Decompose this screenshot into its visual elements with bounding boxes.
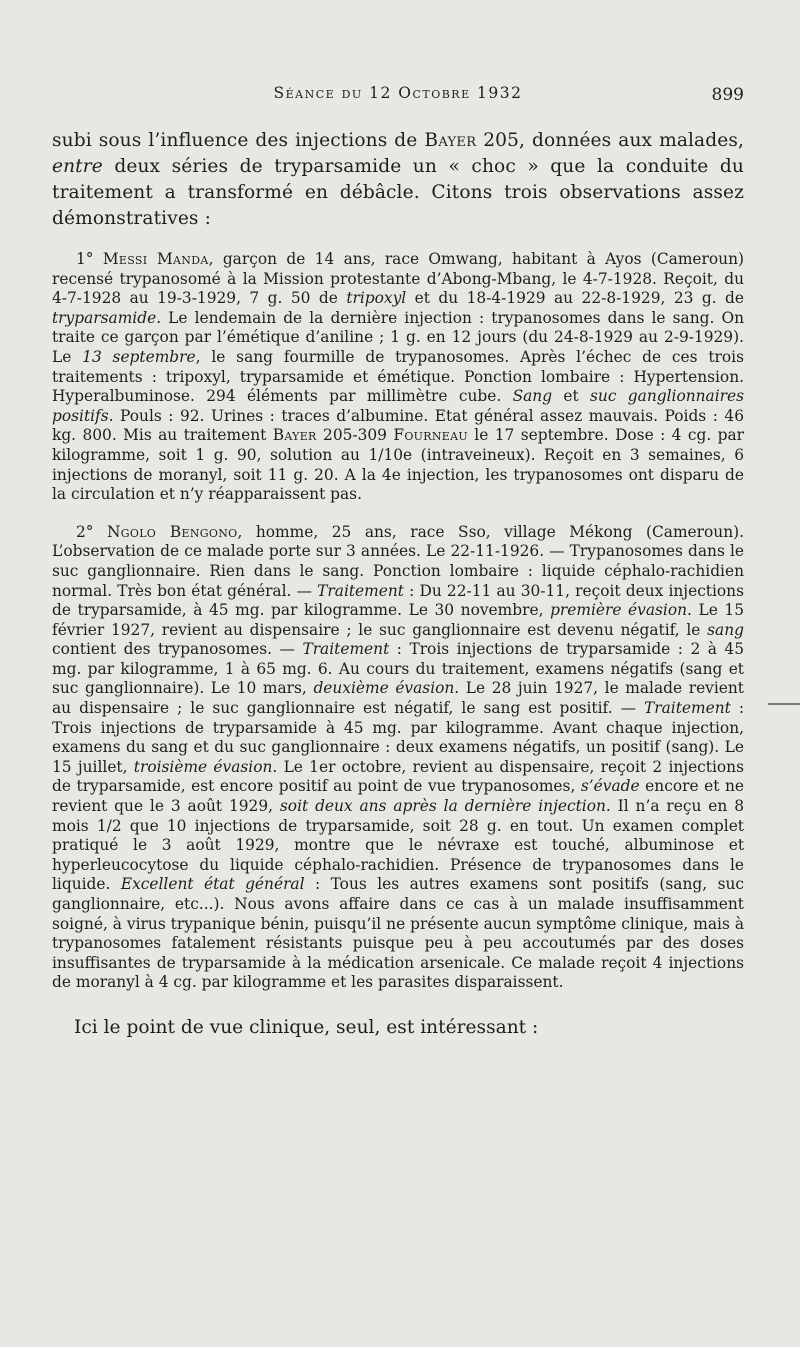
- observation-text: . Il n’a reçu en 8 mois 1/2 que 10 injections de tryparsamide, soit 28 g. en tout. Un examen complet pratiqué le 3 août 1929, montre que le névraxe est touché, albuminose et hyperleucocytose du liquide céphalo-rachidien. Présence de trypanosomes dans le liquide.: [52, 797, 744, 894]
- observation-text: et du 18-4-1929 au 22-8-1929, 23 g. de: [406, 289, 745, 308]
- intro-text: deux séries de tryparsamide un « choc » que la conduite du traitement a transformé en débâcle. Citons trois observations assez démonstratives :: [52, 156, 744, 229]
- observation-text: , garçon de 14 ans, race Omwang, habitant à Ayos (Cameroun) recensé trypanosomé à la Mission protestante d’Abong-Mbang, le 4-7-1928. Reçoit, du 4-7-1928 au 19-3-1929, 7 g. 50 de: [52, 250, 744, 308]
- italic-term: tryparsamide: [52, 308, 157, 327]
- italic-term: s’évade: [580, 777, 640, 796]
- observation-text: contient des trypanosomes. —: [52, 640, 303, 659]
- drug-name-bayer: Bayer: [272, 426, 317, 445]
- patient-name: Messi Manda: [102, 250, 209, 268]
- observation-text: . Le 15 février 1927, revient au dispensaire ; le suc ganglionnaire est devenu négatif, le: [52, 601, 745, 639]
- italic-term: Sang: [512, 387, 553, 406]
- observation-text: : Tous les autres examens sont positifs (sang, suc ganglionnaire, etc...). Nous avons affaire dans ce cas à un malade insuffisamment soigné, à virus trypanique bénin, puisqu’il ne présente aucun symptôme clinique, mais à trypanosomes fatalement résistants puisque peu à peu accoutumés par des doses insuffisantes de tryparsamide à la médication arsenicale. Ce malade reçoit 4 injections de moranyl à 4 cg. par kilogramme et les parasites disparaissent.: [52, 875, 744, 992]
- drug-name-bayer: Bayer: [424, 130, 477, 151]
- observation-text: le 17 septembre. Dose : 4 cg. par kilogramme, soit 1 g. 90, solution au 1/10e (intraveineux). Reçoit en 3 semaines, 6 injections de moranyl, soit 11 g. 20. A la 4e injection, les trypanosomes ont disparu de la circulation et n’y réapparaissent pas.: [52, 426, 744, 504]
- observation-1: [52, 250, 744, 505]
- observation-text: , homme, 25 ans, race Sso, village Mékong (Cameroun). L’observation de ce malade porte sur 3 années. Le 22-11-1926. — Trypanosomes dans le suc ganglionnaire. Rien dans le sang. Ponction lombaire : liquide céphalo-rachidien normal. Très bon état général. —: [52, 522, 744, 600]
- observation-text: . Le 1er octobre, revient au dispensaire, reçoit 2 injections de tryparsamide, est encore positif au point de vue trypanosomes,: [52, 757, 744, 796]
- italic-term: première évasion: [550, 601, 688, 620]
- observation-2: [52, 523, 744, 993]
- drug-name-fourneau: Fourneau: [393, 426, 468, 445]
- italic-term: 13 septembre: [82, 347, 196, 366]
- italic-term: sang: [707, 620, 744, 639]
- page-number: 899: [711, 85, 744, 105]
- page-header: [52, 84, 744, 108]
- observation-number: 1°: [76, 250, 103, 268]
- intro-paragraph: [52, 128, 744, 232]
- observation-text: . Le 28 juin 1927, le malade revient au dispensaire ; le suc ganglionnaire est négatif, le sang est positif. —: [52, 679, 744, 718]
- italic-term: Traitement: [317, 581, 404, 600]
- observation-number: 2°: [76, 522, 108, 541]
- observation-text: : Trois injections de tryparsamide : 2 à 45 mg. par kilogramme, 1 à 65 mg. 6. Au cours du traitement, examens négatifs (sang et suc ganglionnaire). Le 10 mars,: [52, 640, 744, 698]
- italic-term: Excellent état général: [120, 875, 305, 894]
- observation-text: : Trois injections de tryparsamide à 45 mg. par kilogramme. Avant chaque injection, examens du sang et du suc ganglionnaire : deux examens négatifs, un positif (sang). Le 15 juillet,: [52, 699, 744, 776]
- margin-mark: [768, 703, 800, 705]
- running-head: Séance du 12 Octobre 1932: [273, 84, 523, 102]
- observation-text: , le sang fourmille de trypanosomes. Après l’échec de ces trois traitements : tripoxyl, tryparsamide et émétique. Ponction lombaire : Hypertension. Hyperalbuminose. 294 éléments par millimètre cube.: [52, 347, 745, 406]
- observation-text: . Pouls : 92. Urines : traces d’albumine. Etat général assez mauvais. Poids : 46 kg. 800. Mis au traitement: [52, 406, 744, 445]
- italic-term: soit deux ans après la dernière injection: [279, 797, 606, 816]
- closing-paragraph: Ici le point de vue clinique, seul, est intéressant :: [74, 1016, 539, 1038]
- intro-text: subi sous l’influence des injections de: [52, 130, 425, 151]
- italic-term: deuxième évasion: [313, 679, 455, 698]
- observation-text: encore et ne revient que le 3 août 1929,: [52, 777, 744, 816]
- page-body: [52, 128, 744, 1041]
- italic-term: troisième évasion: [133, 757, 273, 776]
- observation-text: : Du 22-11 au 30-11, reçoit deux injections de tryparsamide, à 45 mg. par kilogramme. Le 30 novembre,: [52, 581, 744, 620]
- intro-text: 205, données aux malades,: [476, 130, 744, 151]
- observation-text: . Le lendemain de la dernière injection : trypanosomes dans le sang. On traite ce garçon par l’émétique d’aniline ; 1 g. en 12 jours (du 24-8-1929 au 2-9-1929). Le: [52, 308, 744, 366]
- emphasis-entre: entre: [52, 156, 103, 177]
- observation-text: et: [552, 387, 591, 406]
- italic-term: suc ganglionnaires positifs: [52, 387, 744, 425]
- italic-term: Traitement: [302, 640, 390, 659]
- observation-text: 205-309: [316, 426, 394, 445]
- italic-term: tripoxyl: [346, 289, 407, 308]
- italic-term: Traitement: [643, 699, 731, 718]
- patient-name: Ngolo Bengono: [107, 522, 238, 541]
